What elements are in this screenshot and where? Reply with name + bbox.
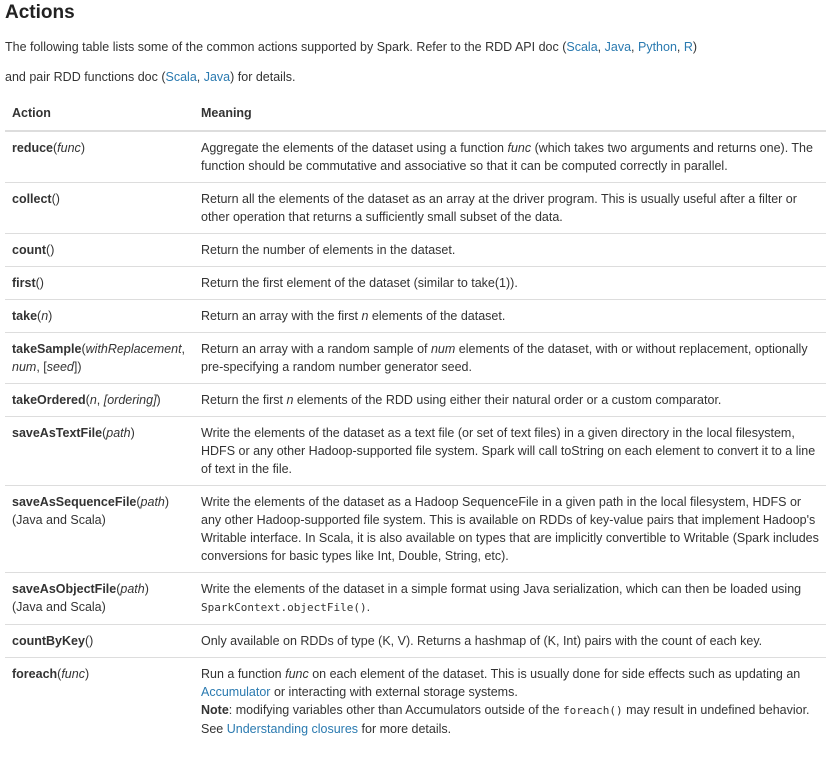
action-args: (n)	[37, 309, 53, 323]
action-name: count	[12, 243, 47, 257]
action-args: (path) (Java and Scala)	[12, 582, 149, 614]
meaning-cell: Return the number of elements in the dataset.	[194, 234, 826, 267]
meaning-cell: Return an array with the first n elements of the dataset.	[194, 300, 826, 333]
table-row	[5, 625, 826, 658]
table-row	[5, 234, 826, 267]
action-args: ()	[84, 634, 94, 648]
intro-line-2-end: ) for details.	[230, 70, 296, 84]
action-cell	[5, 486, 194, 573]
action-name: takeOrdered	[12, 393, 86, 407]
intro-line-1-text: The following table lists some of the common actions supported by Spark. Refer to the RDD API doc (	[5, 40, 567, 54]
action-args: (n, [ordering])	[85, 393, 161, 407]
intro-line-1: The following table lists some of the common actions supported by Spark. Refer to the RDD API doc (Scala, Java, Python, R)	[5, 40, 698, 54]
action-args: (withReplacement, num, [seed])	[12, 342, 186, 374]
action-cell	[5, 417, 194, 486]
table-row	[5, 658, 826, 746]
action-name: collect	[12, 192, 52, 206]
meaning-cell: Only available on RDDs of type (K, V). Returns a hashmap of (K, Int) pairs with the count of each key.	[194, 625, 826, 658]
table-row	[5, 384, 826, 417]
table-row	[5, 417, 826, 486]
actions-table	[5, 97, 826, 745]
meaning-cell: Run a function func on each element of the dataset. This is usually done for side effects such as updating an Accumulator or interacting with external storage systems. Note: modifying variables other than Accumulators outside of the foreach() may result in undefined behavior. See Understanding closures for more details.	[194, 658, 826, 746]
python-rdd-link[interactable]: Python	[637, 40, 677, 54]
meaning-cell: Aggregate the elements of the dataset using a function func (which takes two arguments and returns one). The function should be commutative and associative so that it can be computed correctly in parallel.	[194, 131, 826, 183]
action-args: (func)	[57, 667, 90, 681]
r-rdd-link[interactable]: R	[683, 40, 693, 54]
meaning-cell: Return the first n elements of the RDD using either their natural order or a custom comparator.	[194, 384, 826, 417]
action-name: take	[12, 309, 38, 323]
java-pair-rdd-link[interactable]: Java	[203, 70, 231, 84]
action-name: foreach	[12, 667, 58, 681]
action-cell	[5, 234, 194, 267]
action-args: ()	[51, 192, 60, 206]
table-row	[5, 300, 826, 333]
action-name: countByKey	[12, 634, 85, 648]
table-row	[5, 333, 826, 384]
header-action: Action	[5, 97, 194, 131]
meaning-cell: Write the elements of the dataset in a simple format using Java serialization, which can then be loaded using SparkContext.objectFile().	[194, 573, 826, 625]
action-args: ()	[46, 243, 55, 257]
meaning-cell: Write the elements of the dataset as a text file (or set of text files) in a given directory in the local filesystem, HDFS or any other Hadoop-supported file system. Spark will call toString on each element to convert it to a line of text in the file.	[194, 417, 826, 486]
intro-line-2: and pair RDD functions doc (Scala, Java) for details.	[5, 70, 296, 84]
action-cell	[5, 658, 194, 746]
action-name: takeSample	[12, 342, 82, 356]
action-cell	[5, 333, 194, 384]
intro-line-1-end: )	[692, 40, 698, 54]
scala-pair-rdd-link[interactable]: Scala	[165, 70, 197, 84]
table-row	[5, 131, 826, 183]
table-row	[5, 573, 826, 625]
action-cell	[5, 573, 194, 625]
action-name: saveAsObjectFile	[12, 582, 117, 596]
understanding-closures-link[interactable]: Understanding closures	[226, 722, 359, 736]
table-row	[5, 183, 826, 234]
meaning-cell: Return all the elements of the dataset as an array at the driver program. This is usually useful after a filter or other operation that returns a sufficiently small subset of the data.	[194, 183, 826, 234]
action-cell	[5, 183, 194, 234]
action-args: (path) (Java and Scala)	[12, 495, 170, 527]
action-cell	[5, 384, 194, 417]
table-row	[5, 486, 826, 573]
meaning-cell: Return an array with a random sample of num elements of the dataset, with or without replacement, optionally pre-specifying a random number generator seed.	[194, 333, 826, 384]
scala-rdd-link[interactable]: Scala	[566, 40, 598, 54]
action-cell	[5, 267, 194, 300]
action-cell	[5, 625, 194, 658]
action-name: reduce	[12, 141, 53, 155]
meaning-cell: Return the first element of the dataset (similar to take(1)).	[194, 267, 826, 300]
table-body	[5, 131, 826, 745]
header-meaning: Meaning	[194, 97, 826, 131]
accumulator-link[interactable]: Accumulator	[201, 685, 271, 699]
action-name: first	[12, 276, 36, 290]
intro-line-2-text: and pair RDD functions doc (	[5, 70, 166, 84]
action-args: (func)	[53, 141, 85, 155]
meaning-cell: Write the elements of the dataset as a Hadoop SequenceFile in a given path in the local filesystem, HDFS or any other Hadoop-supported file system. This is available on RDDs of key-value pairs that implement Hadoop's Writable interface. In Scala, it is also available on types that are implicitly convertible to Writable (Spark includes conversions for basic types like Int, Double, String, etc).	[194, 486, 826, 573]
table-header-row	[5, 97, 826, 131]
action-cell	[5, 131, 194, 183]
action-name: saveAsTextFile	[12, 426, 103, 440]
table-row	[5, 267, 826, 300]
java-rdd-link[interactable]: Java	[604, 40, 632, 54]
action-name: saveAsSequenceFile	[12, 495, 137, 509]
action-args: (path)	[102, 426, 135, 440]
action-args: ()	[35, 276, 44, 290]
section-heading: Actions	[5, 2, 75, 23]
action-cell	[5, 300, 194, 333]
